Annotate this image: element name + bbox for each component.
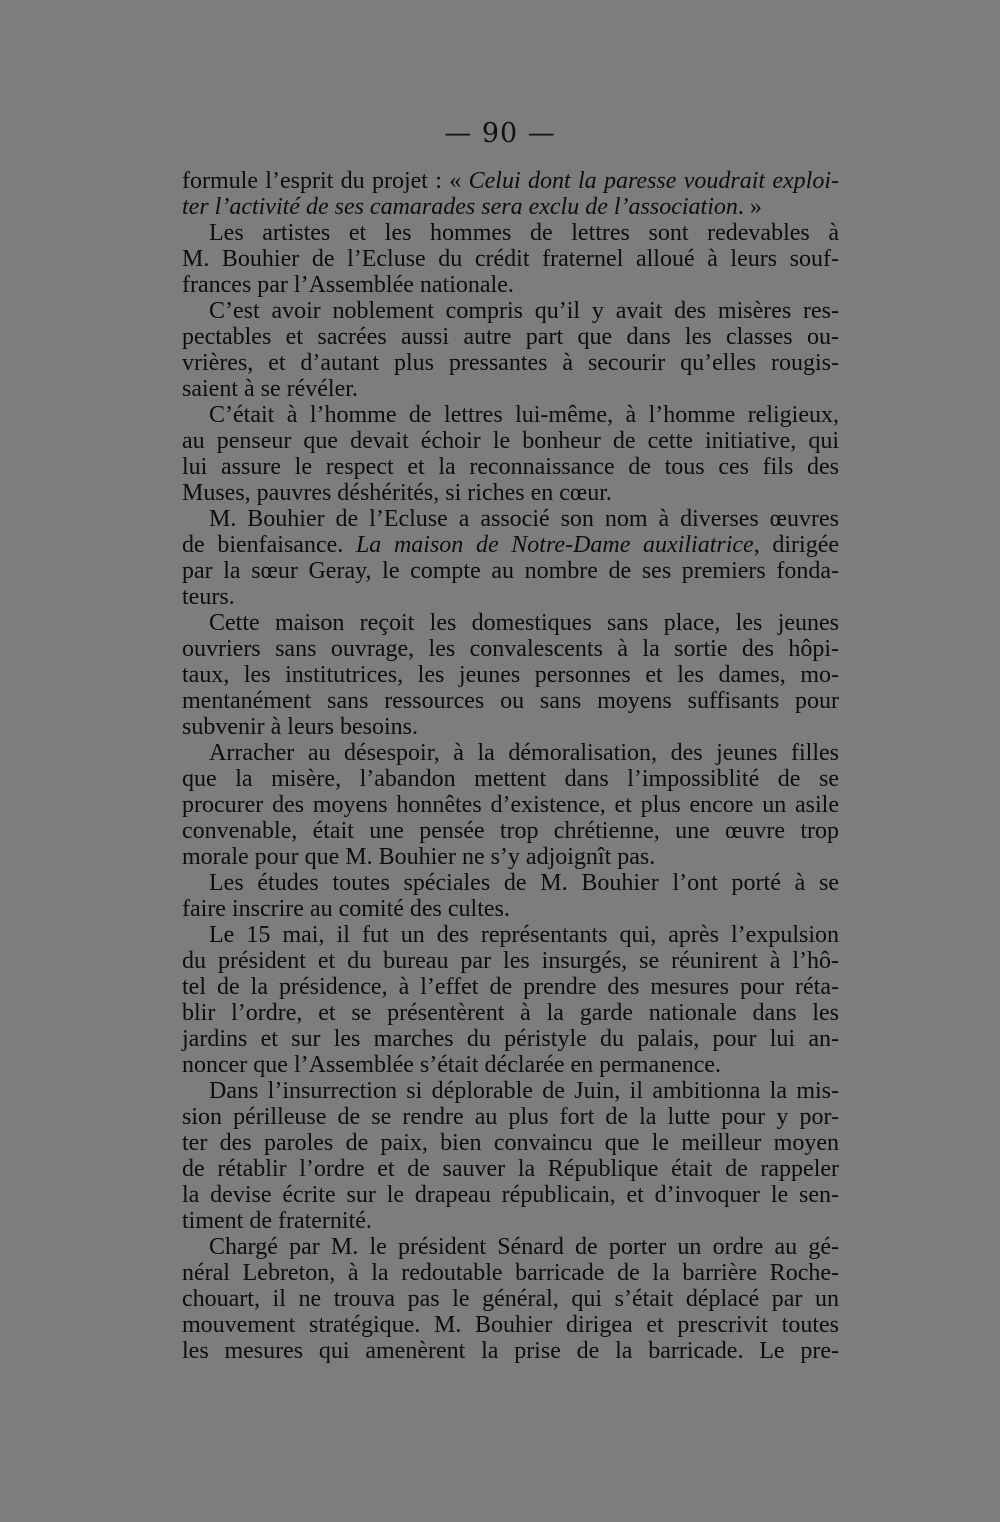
text-line [182,168,839,194]
text-line [182,1208,839,1234]
text-line [182,1286,839,1312]
italic-text: ter l’activité de ses camarades sera exclu de l’association [182,194,738,220]
text-run: ter des paroles de paix, bien convaincu que le meilleur moyen [182,1130,839,1156]
text-run: ouvriers sans ouvrage, les convalescents à la sortie des hôpi- [182,636,839,662]
text-run: C’était à l’homme de lettres lui-même, à l’homme religieux, [209,402,839,428]
text-line [182,428,839,454]
text-run: pectables et sacrées aussi autre part que dans les classes ou- [182,324,839,350]
text-run: blir l’ordre, et se présentèrent à la garde nationale dans les [182,1000,839,1026]
text-line [182,1234,839,1260]
text-line [182,298,839,324]
text-line [182,896,839,922]
text-run: de bienfaisance. [182,532,356,558]
text-line [182,792,839,818]
text-run: sion périlleuse de se rendre au plus fort de la lutte pour y por- [182,1104,839,1130]
text-run: néral Lebreton, à la redoutable barricade de la barrière Roche- [182,1260,839,1286]
italic-text: Celui dont la paresse voudrait exploi- [468,168,839,194]
text-line [182,1000,839,1026]
text-run: Muses, pauvres déshérités, si riches en cœur. [182,480,612,506]
text-line [182,350,839,376]
text-run: Le 15 mai, il fut un des représentants qui, après l’expulsion [209,922,839,948]
text-line [182,948,839,974]
text-line [182,1156,839,1182]
text-run: subvenir à leurs besoins. [182,714,418,740]
text-line [182,1078,839,1104]
text-line [182,870,839,896]
text-line [182,922,839,948]
text-line [182,1182,839,1208]
text-run: faire inscrire au comité des cultes. [182,896,510,922]
page-number: — 90 — [444,118,556,149]
text-run: . » [737,194,762,220]
text-line [182,376,839,402]
text-run: mentanément sans ressources ou sans moyens suffisants pour [182,688,839,714]
text-run: Les artistes et les hommes de lettres sont redevables à [209,220,839,246]
text-line [182,194,839,220]
text-line [182,844,839,870]
text-run: vrières, et d’autant plus pressantes à secourir qu’elles rougis- [182,350,839,376]
text-line [182,506,839,532]
text-run: tel de la présidence, à l’effet de prendre des mesures pour réta- [182,974,839,1000]
text-run: les mesures qui amenèrent la prise de la barricade. Le pre- [182,1338,839,1364]
text-line [182,402,839,428]
text-run: jardins et sur les marches du péristyle du palais, pour lui an- [182,1026,839,1052]
text-line [182,636,839,662]
text-run: au penseur que devait échoir le bonheur de cette initiative, qui [182,428,839,454]
text-line [182,272,839,298]
text-line [182,324,839,350]
text-line [182,1104,839,1130]
text-line [182,480,839,506]
text-line [182,1130,839,1156]
text-line [182,1026,839,1052]
text-run: Arracher au désespoir, à la démoralisation, des jeunes filles [209,740,839,766]
text-run: Dans l’insurrection si déplorable de Juin, il ambitionna la mis- [209,1078,839,1104]
text-line [182,558,839,584]
text-line [182,220,839,246]
text-run: Cette maison reçoit les domestiques sans place, les jeunes [209,610,839,636]
text-line [182,454,839,480]
text-line [182,766,839,792]
text-run: teurs. [182,584,235,610]
text-line [182,1338,839,1364]
text-line [182,662,839,688]
text-run: mouvement stratégique. M. Bouhier dirigea et prescrivit toutes [182,1312,839,1338]
text-run: procurer des moyens honnêtes d’existence, et plus encore un asile [182,792,839,818]
text-run: la devise écrite sur le drapeau républicain, et d’invoquer le sen- [182,1182,839,1208]
text-line [182,532,839,558]
text-line [182,1260,839,1286]
text-line [182,688,839,714]
text-run: noncer que l’Assemblée s’était déclarée en permanence. [182,1052,722,1078]
text-run: morale pour que M. Bouhier ne s’y adjoignît pas. [182,844,656,870]
text-run: taux, les institutrices, les jeunes personnes et les dames, mo- [182,662,839,688]
text-run: lui assure le respect et la reconnaissance de tous ces fils des [182,454,839,480]
italic-text: La maison de Notre-Dame auxiliatrice [355,532,754,558]
text-run: du président et du bureau par les insurgés, se réunirent à l’hô- [182,948,839,974]
text-run: convenable, était une pensée trop chrétienne, une œuvre trop [182,818,839,844]
text-line [182,818,839,844]
text-run: M. Bouhier de l’Ecluse a associé son nom à diverses œuvres [209,506,839,532]
text-line [182,610,839,636]
text-run: par la sœur Geray, le compte au nombre de ses premiers fonda- [182,558,839,584]
text-run: formule l’esprit du projet : « [182,168,469,194]
text-run: que la misère, l’abandon mettent dans l’impossiblité de se [182,766,839,792]
text-line [182,740,839,766]
text-run: M. Bouhier de l’Ecluse du crédit fraternel alloué à leurs souf- [182,246,839,272]
text-line [182,1312,839,1338]
text-run: timent de fraternité. [182,1208,372,1234]
text-run: , dirigée [753,532,839,558]
text-line [182,1052,839,1078]
text-line [182,246,839,272]
text-run: chouart, il ne trouva pas le général, qui s’était déplacé par un [182,1286,839,1312]
text-run: saient à se révéler. [182,376,358,402]
text-run: Chargé par M. le président Sénard de porter un ordre au gé- [209,1234,839,1260]
body-text [182,168,839,1364]
text-run: Les études toutes spéciales de M. Bouhier l’ont porté à se [209,870,839,896]
text-run: frances par l’Assemblée nationale. [182,272,514,298]
text-run: C’est avoir noblement compris qu’il y avait des misères res- [209,298,839,324]
text-run: de rétablir l’ordre et de sauver la République était de rappeler [182,1156,839,1182]
text-line [182,714,839,740]
text-line [182,974,839,1000]
text-line [182,584,839,610]
